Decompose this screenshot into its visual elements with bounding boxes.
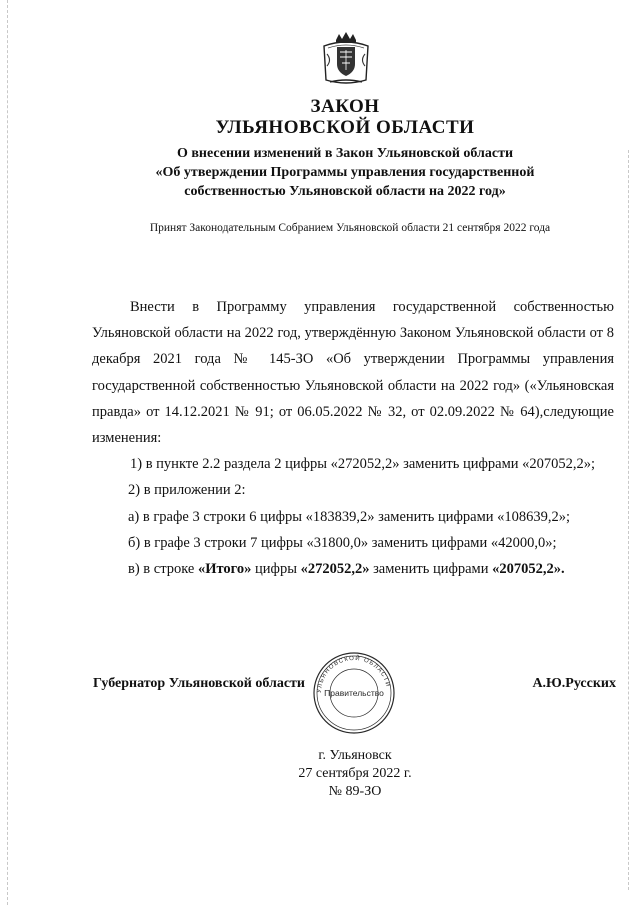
law-subject-line-1: О внесении изменений в Закон Ульяновской области — [176, 146, 514, 161]
signatory-position: Губернатор Ульяновской области — [93, 676, 305, 691]
law-subject-line-3: собственностью Ульяновской области на 2022 год» — [184, 184, 506, 199]
city: г. Ульяновск — [318, 748, 392, 763]
item-2c-new-value: «207052,2». — [492, 561, 565, 578]
adoption-note: Принят Законодательным Собранием Ульяновской области 21 сентября 2022 года — [149, 222, 551, 234]
place-date-number — [250, 747, 460, 801]
scan-line-right — [628, 150, 629, 890]
item-2c-total-label: «Итого» — [197, 561, 252, 578]
signing-date: 27 сентября 2022 г. — [298, 766, 412, 781]
signatory-name: А.Ю.Русских — [532, 676, 616, 691]
item-2c-text-mid2: заменить цифрами — [369, 561, 493, 578]
item-2c-text-mid: цифры — [251, 561, 301, 578]
amendment-item-2c — [92, 556, 614, 582]
amendment-item-1: 1) в пункте 2.2 раздела 2 цифры «272052,2» заменить цифрами «207052,2»; — [130, 456, 596, 473]
amendment-item-2b: б) в графе 3 строки 7 цифры «31800,0» заменить цифрами «42000,0»; — [128, 534, 557, 551]
coat-of-arms-emblem — [318, 30, 374, 86]
item-2c-old-value: «272052,2» — [300, 561, 370, 578]
intro-paragraph: Внести в Программу управления государственной собственностью Ульяновской области на 2022 год, утверждённую Законом Ульяновской области от 8 декабря 2021 года № 145-ЗО «Об утверждении Программы управления государственной собственностью Ульяновской области на 2022 год» («Ульяновская правда» от 14.12.2021 № 91; от 06.05.2022 № 32, от 02.09.2022 № 64),следующие изменения: — [92, 299, 614, 447]
law-title — [0, 96, 640, 138]
law-subject-line-2: «Об утверждении Программы управления государственной — [155, 165, 535, 180]
law-subject — [0, 144, 640, 201]
seal-center-text: Правительство — [324, 688, 384, 698]
law-title-line-2: УЛЬЯНОВСКОЙ ОБЛАСТИ — [215, 117, 475, 138]
amendment-item-2a: а) в графе 3 строки 6 цифры «183839,2» заменить цифрами «108639,2»; — [128, 508, 571, 525]
amendment-item-2: 2) в приложении 2: — [128, 482, 246, 499]
official-seal — [309, 651, 399, 735]
law-title-line-1: ЗАКОН — [310, 96, 380, 117]
law-number: № 89-ЗО — [328, 784, 382, 799]
law-body — [92, 294, 614, 582]
item-2c-text: в) в строке — [128, 561, 198, 578]
seal-ring-text: УЛЬЯНОВСКОЙ ОБЛАСТИ — [316, 655, 391, 694]
